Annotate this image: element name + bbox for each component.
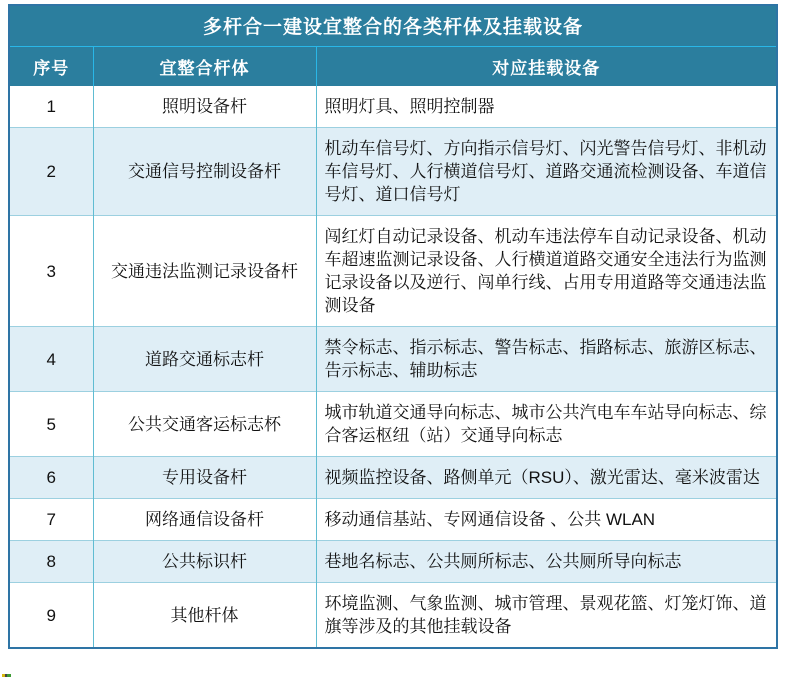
row-index-cell: 6 (9, 457, 93, 499)
row-index-cell: 9 (9, 583, 93, 649)
table-body (9, 86, 777, 648)
screen-artifact (2, 674, 11, 677)
pole-integration-table (8, 4, 778, 649)
pole-name-cell: 网络通信设备杆 (93, 499, 316, 541)
column-header-index: 序号 (9, 46, 93, 86)
devices-cell: 禁令标志、指示标志、警告标志、指路标志、旅游区标志、告示标志、辅助标志 (316, 327, 777, 392)
table-title-row (9, 5, 777, 46)
pole-name-cell: 公共交通客运标志杯 (93, 392, 316, 457)
devices-cell: 移动通信基站、专网通信设备 、公共 WLAN (316, 499, 777, 541)
devices-cell: 环境监测、气象监测、城市管理、景观花篮、灯笼灯饰、道旗等涉及的其他挂载设备 (316, 583, 777, 649)
table-row (9, 392, 777, 457)
pole-name-cell: 道路交通标志杆 (93, 327, 316, 392)
pole-name-cell: 专用设备杆 (93, 457, 316, 499)
table-row (9, 583, 777, 649)
pole-name-cell: 交通违法监测记录设备杆 (93, 216, 316, 327)
table-row (9, 327, 777, 392)
column-header-devices: 对应挂载设备 (316, 46, 777, 86)
devices-cell: 城市轨道交通导向标志、城市公共汽电车车站导向标志、综合客运枢纽（站）交通导向标志 (316, 392, 777, 457)
table-row (9, 499, 777, 541)
table-row (9, 86, 777, 128)
pole-name-cell: 照明设备杆 (93, 86, 316, 128)
devices-cell: 机动车信号灯、方向指示信号灯、闪光警告信号灯、非机动车信号灯、人行横道信号灯、道路交通流检测设备、车道信号灯、道口信号灯 (316, 128, 777, 216)
table-row (9, 457, 777, 499)
table-header-row (9, 46, 777, 86)
pole-name-cell: 其他杆体 (93, 583, 316, 649)
row-index-cell: 4 (9, 327, 93, 392)
table-row (9, 216, 777, 327)
row-index-cell: 3 (9, 216, 93, 327)
table-row (9, 541, 777, 583)
row-index-cell: 1 (9, 86, 93, 128)
table-title: 多杆合一建设宜整合的各类杆体及挂载设备 (9, 5, 777, 46)
pole-name-cell: 交通信号控制设备杆 (93, 128, 316, 216)
column-header-pole: 宜整合杆体 (93, 46, 316, 86)
devices-cell: 视频监控设备、路侧单元（RSU）、激光雷达、毫米波雷达 (316, 457, 777, 499)
row-index-cell: 2 (9, 128, 93, 216)
table-row (9, 128, 777, 216)
devices-cell: 巷地名标志、公共厕所标志、公共厕所导向标志 (316, 541, 777, 583)
row-index-cell: 7 (9, 499, 93, 541)
pole-name-cell: 公共标识杆 (93, 541, 316, 583)
devices-cell: 照明灯具、照明控制器 (316, 86, 777, 128)
devices-cell: 闯红灯自动记录设备、机动车违法停车自动记录设备、机动车超速监测记录设备、人行横道道路交通安全违法行为监测记录设备以及逆行、闯单行线、占用专用道路等交通违法监测设备 (316, 216, 777, 327)
row-index-cell: 5 (9, 392, 93, 457)
row-index-cell: 8 (9, 541, 93, 583)
